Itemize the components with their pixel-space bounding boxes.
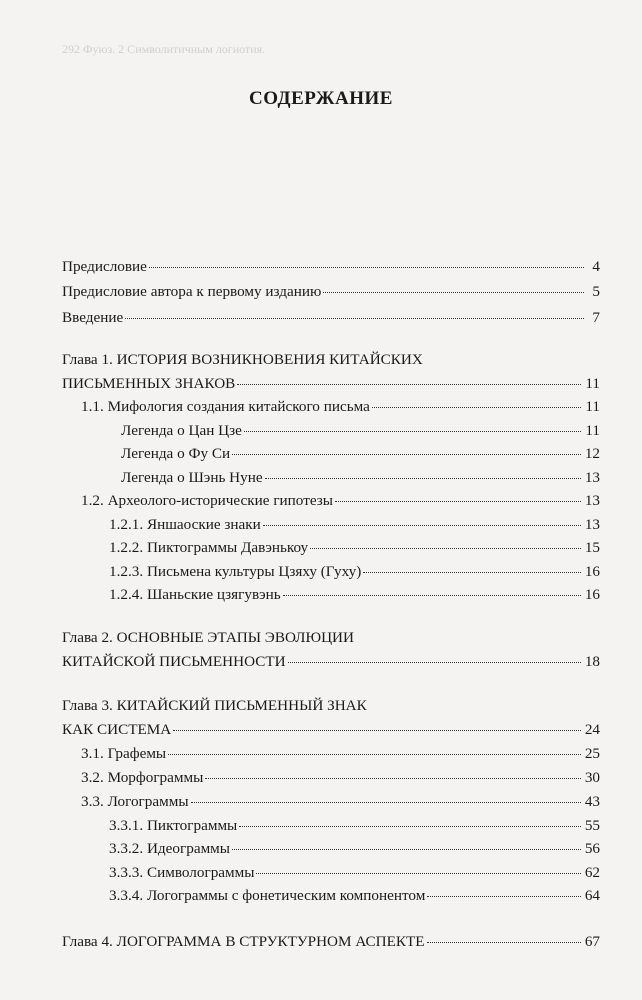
toc-page-number: 67 [584, 933, 600, 950]
toc-entry-label: Предисловие [62, 258, 147, 275]
dot-leader [363, 572, 581, 573]
toc-page-number: 11 [585, 422, 600, 439]
toc-entry-label: 3.3.3. Символограммы [109, 864, 255, 881]
toc-entry-chapter-1[interactable] [62, 375, 600, 395]
toc-page-number: 5 [592, 283, 600, 300]
toc-entry-3-3-4[interactable] [109, 887, 600, 907]
toc-entry-author-preface[interactable] [62, 283, 600, 303]
toc-page-number: 43 [584, 793, 600, 810]
toc-entry-label: Предисловие автора к первому изданию [62, 283, 322, 300]
toc-entry-cang-jie[interactable] [121, 422, 600, 442]
dot-leader [168, 754, 581, 755]
toc-page-number: 13 [584, 492, 600, 509]
dot-leader [265, 478, 581, 479]
toc-page-number: 4 [592, 258, 600, 275]
toc-page-number: 24 [584, 721, 600, 738]
toc-entry-3-2[interactable] [81, 769, 600, 789]
toc-entry-label: 1.2. Археолого-исторические гипотезы [81, 492, 333, 509]
toc-page-number: 25 [584, 745, 600, 762]
toc-page-number: 55 [584, 817, 600, 834]
toc-entry-shen-nong[interactable] [121, 469, 600, 489]
toc-entry-chapter-4[interactable] [62, 933, 600, 953]
dot-leader [263, 525, 581, 526]
toc-entry-chapter-2[interactable] [62, 653, 600, 673]
toc-entry-chapter-3[interactable] [62, 721, 600, 741]
dot-leader [256, 873, 580, 874]
toc-page-number: 16 [584, 586, 600, 603]
dot-leader [149, 267, 584, 268]
toc-entry-label: 1.1. Мифология создания китайского письма [81, 398, 370, 415]
dot-leader [283, 595, 581, 596]
toc-entry-1-2-2[interactable] [109, 539, 600, 559]
toc-entry-3-1[interactable] [81, 745, 600, 765]
toc-entry-3-3[interactable] [81, 793, 600, 813]
toc-entry-label: 1.2.2. Пиктограммы Давэнькоу [109, 539, 309, 556]
toc-entry-3-3-2[interactable] [109, 840, 600, 860]
toc-page-number: 62 [584, 864, 600, 881]
toc-entry-label: 3.3.1. Пиктограммы [109, 817, 238, 834]
toc-entry-fu-xi[interactable] [121, 445, 600, 465]
dot-leader [427, 942, 581, 943]
dot-leader [125, 318, 584, 319]
toc-chapter-1-title-line[interactable]: Глава 1. ИСТОРИЯ ВОЗНИКНОВЕНИЯ КИТАЙСКИХ [62, 351, 423, 368]
toc-entry-1-2-1[interactable] [109, 516, 600, 536]
toc-entry-3-3-3[interactable] [109, 864, 600, 884]
dot-leader [323, 292, 584, 293]
toc-page-number: 11 [585, 398, 600, 415]
toc-entry-label: 3.3. Логограммы [81, 793, 189, 810]
dot-leader [237, 384, 581, 385]
toc-entry-1-2[interactable] [81, 492, 600, 512]
toc-page-number: 11 [585, 375, 600, 392]
toc-page-number: 18 [584, 653, 600, 670]
toc-entry-1-2-3[interactable] [109, 563, 600, 583]
toc-entry-label: 1.2.1. Яншаоские знаки [109, 516, 261, 533]
toc-chapter-2-title-line[interactable]: Глава 2. ОСНОВНЫЕ ЭТАПЫ ЭВОЛЮЦИИ [62, 629, 354, 646]
toc-entry-1-1[interactable] [81, 398, 600, 418]
dot-leader [205, 778, 580, 779]
toc-page-number: 64 [584, 887, 600, 904]
toc-entry-label: КАК СИСТЕМА [62, 721, 172, 738]
toc-entry-label: Легенда о Фу Си [121, 445, 231, 462]
dot-leader [288, 662, 581, 663]
dot-leader [173, 730, 581, 731]
toc-page-number: 56 [584, 840, 600, 857]
toc-entry-preface[interactable] [62, 258, 600, 278]
dot-leader [372, 407, 582, 408]
toc-entry-label: КИТАЙСКОЙ ПИСЬМЕННОСТИ [62, 653, 286, 670]
toc-page-number: 7 [592, 309, 600, 326]
toc-entry-label: 1.2.4. Шаньские цзягувэнь [109, 586, 281, 603]
toc-page-number: 30 [584, 769, 600, 786]
toc-entry-label: 3.1. Графемы [81, 745, 167, 762]
toc-entry-label: 3.2. Морфограммы [81, 769, 204, 786]
dot-leader [232, 454, 581, 455]
toc-entry-label: 3.3.4. Логограммы с фонетическим компонентом [109, 887, 426, 904]
toc-page-number: 12 [584, 445, 600, 462]
toc-page-number: 13 [584, 516, 600, 533]
dot-leader [239, 826, 581, 827]
dot-leader [335, 501, 581, 502]
toc-entry-label: Легенда о Цан Цзе [121, 422, 242, 439]
toc-page-number: 13 [584, 469, 600, 486]
toc-entry-label: 1.2.3. Письмена культуры Цзяху (Гуху) [109, 563, 362, 580]
toc-entry-label: Введение [62, 309, 124, 326]
toc-entry-3-3-1[interactable] [109, 817, 600, 837]
dot-leader [310, 548, 581, 549]
toc-page-number: 15 [584, 539, 600, 556]
toc-entry-1-2-4[interactable] [109, 586, 600, 606]
toc-entry-introduction[interactable] [62, 309, 600, 329]
toc-entry-label: Глава 4. ЛОГОГРАММА В СТРУКТУРНОМ АСПЕКТЕ [62, 933, 425, 950]
toc-entry-label: Легенда о Шэнь Нуне [121, 469, 263, 486]
dot-leader [191, 802, 581, 803]
dot-leader [244, 431, 582, 432]
page-title: СОДЕРЖАНИЕ [249, 88, 393, 109]
toc-entry-label: 3.3.2. Идеограммы [109, 840, 230, 857]
toc-entry-label: ПИСЬМЕННЫХ ЗНАКОВ [62, 375, 236, 392]
toc-page-number: 16 [584, 563, 600, 580]
toc-chapter-3-title-line[interactable]: Глава 3. КИТАЙСКИЙ ПИСЬМЕННЫЙ ЗНАК [62, 697, 367, 714]
running-header: 292 Фуюз. 2 Символитичным логиотия. [62, 42, 266, 56]
dot-leader [232, 849, 581, 850]
dot-leader [427, 896, 580, 897]
